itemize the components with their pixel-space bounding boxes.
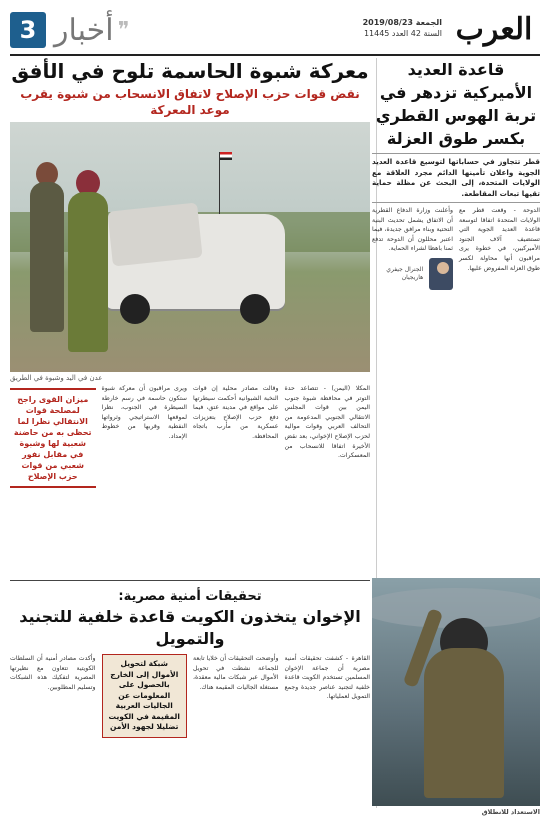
right-story-col: الدوحة - وقعت قطر مع الولايات المتحدة اتفاقا لتوسعة قاعدة العديد الجوية التي تستضيف آلاف الجنود الأميركيين، في خطوة يرى مراقبون أنها محاولة لكسر طوق العزلة المفروض عليها. (459, 207, 540, 272)
photo-soldier (68, 192, 108, 352)
flag-pole (219, 152, 220, 222)
page-header (10, 8, 540, 56)
main-photo (10, 122, 370, 372)
issue-info (363, 17, 442, 39)
author-box (372, 258, 453, 290)
bottom-story-col: وأوضحت التحقيقات أن خلايا تابعة للجماعة نشطت في تحويل الأموال عبر شبكات مالية معقدة، مستغلة الجاليات المقيمة هناك. (193, 655, 279, 691)
section-label: أخبار (54, 12, 114, 48)
author-caption: الجنرال جيفري هاريجيان (386, 265, 424, 281)
bottom-story (10, 588, 370, 742)
main-story-col: وقالت مصادر محلية إن قوات النخبة الشبوانية أحكمت سيطرتها على مواقع في مدينة عتق، فيما دفع حزب الإصلاح بتعزيزات عسكرية من مأرب باتجاه المحافظة. (193, 385, 279, 440)
bottom-kicker: تحقيقات أمنية مصرية: (118, 589, 262, 604)
issue-number: السنة 42 العدد 11445 (363, 29, 442, 38)
main-story-col: ويرى مراقبون أن معركة شبوة ستكون حاسمة في رسم خارطة السيطرة في الجنوب، نظرا لموقعها الاستراتيجي وثرواتها النفطية وقربها من خطوط الإمداد. (101, 385, 187, 440)
highlight-box: شبكة لتحويل الأموال إلى الخارج بالحصول على المعلومات عن الجاليات العربية المقيمة في الكويت تضليلا لجهود الأمن (102, 654, 188, 738)
issue-date: الجمعة 2019/08/23 (362, 18, 442, 27)
pilot-photo (372, 578, 540, 806)
main-headline: معركة شبوة الحاسمة تلوح في الأفق (11, 59, 369, 83)
photo-wheel (120, 294, 150, 324)
main-photo-caption: عدن في اليد وشبوة في الطريق (10, 374, 103, 382)
pull-quote: ميزان القوى راجح لمصلحة قوات الانتقالي نظرا لما تحظى به من حاضنة شعبية لها وشبوة في مقابل نفور شعبي من قوات حزب الإصلاح (10, 388, 96, 488)
flag-icon (220, 152, 232, 160)
bottom-headline: الإخوان يتخذون الكويت قاعدة خلفية للتجنيد والتمويل (19, 607, 361, 648)
author-photo (429, 258, 453, 290)
divider (372, 202, 540, 203)
section-header (10, 8, 129, 52)
photo-car-trunk (107, 202, 202, 266)
right-story (372, 58, 540, 294)
photo-pilot (424, 648, 504, 798)
main-subhead: نقض قوات حزب الإصلاح لاتفاق الانسحاب من شبوة يقرب موعد المعركة (20, 87, 360, 117)
pilot-photo-caption: الاستعداد للانطلاق (481, 808, 540, 816)
bottom-story-col: وأكدت مصادر أمنية أن السلطات الكويتية تتعاون مع نظيرتها المصرية لتفكيك هذه الشبكات وتسليم المطلوبين. (10, 655, 96, 691)
photo-soldier (30, 182, 64, 332)
story-divider (10, 580, 370, 581)
right-story-col: وأعلنت وزارة الدفاع القطرية أن الاتفاق يشمل تحديث البنية التحتية وبناء مرافق جديدة، فيما اعتبر محللون أن الدوحة تدفع ثمنا باهظا لشراء الحماية. (372, 207, 453, 253)
divider (372, 153, 540, 154)
quote-marks-icon: ❞ (117, 17, 130, 43)
main-headline-block (10, 58, 370, 118)
masthead: العرب (455, 12, 533, 47)
main-story-col: المكلا (اليمن) - تتصاعد حدة التوتر في محافظة شبوة جنوب اليمن بين قوات المجلس الانتقالي الجنوبي المدعومة من التحالف العربي وقوات موالية لحزب الإصلاح الإخواني، بعد نقض الأخيرة اتفاقا للانسحاب من المعسكرات. (284, 385, 370, 460)
section-number: 3 (10, 12, 46, 48)
right-lead: قطر تتجاوز في حساباتها لتوسيع قاعدة العديد الجوية واعلان تأمينها الدائم مجرد العلاقة مع الولايات المتحدة، إلى البحث عن مظلة حماية تقيها تبعات المقاطعة. (372, 157, 540, 198)
bottom-story-col: القاهرة - كشفت تحقيقات أمنية مصرية أن جماعة الإخوان المسلمين تستخدم الكويت قاعدة خلفية لتجنيد عناصر جديدة وجمع التمويل لعملياتها. (284, 655, 370, 701)
main-story-body (10, 384, 370, 492)
right-headline: قاعدة العديد الأميركية تزدهر في تربة الهوس القطري بكسر طوق العزلة (375, 60, 537, 148)
photo-wheel (240, 294, 270, 324)
